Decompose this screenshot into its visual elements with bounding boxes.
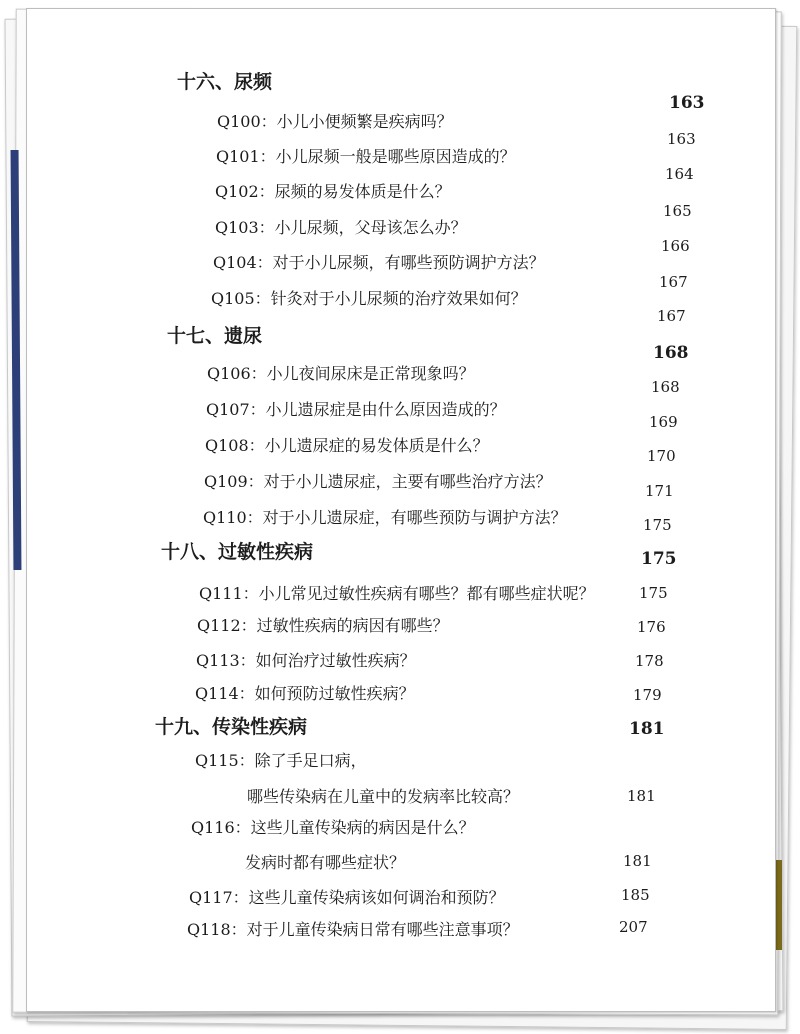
section-page-number: 181 [629,719,665,739]
toc-page-number: 169 [649,413,678,431]
toc-entry: Q104：对于小儿尿频，有哪些预防调护方法？ [213,253,545,272]
toc-page-number: 171 [645,482,674,500]
toc-page-number: 175 [639,584,668,602]
toc-page-number: 164 [665,165,694,183]
toc-page-number: 168 [651,378,680,396]
toc-entry: Q113：如何治疗过敏性疾病？ [196,651,416,670]
toc-entry: Q101：小儿尿频一般是哪些原因造成的？ [216,147,516,166]
toc-entry: Q111：小儿常见过敏性疾病有哪些？都有哪些症状呢？ [199,584,595,603]
toc-page-number: 207 [619,918,648,936]
toc-entry: Q105：针灸对于小儿尿频的治疗效果如何？ [211,289,527,308]
toc-entry: Q108：小儿遗尿症的易发体质是什么？ [205,436,489,455]
toc-entry: Q102：尿频的易发体质是什么？ [215,182,451,201]
toc-page-number: 181 [623,852,652,870]
toc-page-number: 176 [637,618,666,636]
toc-entry: Q118：对于儿童传染病日常有哪些注意事项？ [187,920,519,939]
toc-page-number: 178 [635,652,664,670]
toc-entry-continuation: 发病时都有哪些症状？ [245,853,406,872]
section-page-number: 168 [653,343,689,363]
section-title: 十六、尿频 [177,71,273,93]
toc-entry: Q107：小儿遗尿症是由什么原因造成的？ [206,400,506,419]
toc-page [26,8,776,1012]
toc-page-number: 163 [667,130,696,148]
toc-page-number: 179 [633,686,662,704]
toc-entry: Q117：这些儿童传染病该如何调治和预防？ [189,888,505,907]
toc-entry: Q109：对于小儿遗尿症，主要有哪些治疗方法？ [204,472,552,491]
section-title: 十七、遗尿 [167,325,263,347]
section-page-number: 163 [669,93,705,113]
section-page-number: 175 [641,549,677,569]
toc-entry: Q116：这些儿童传染病的病因是什么？ [191,818,475,837]
toc-entry: Q106：小儿夜间尿床是正常现象吗？ [207,364,475,383]
toc-entry-continuation: 哪些传染病在儿童中的发病率比较高？ [247,787,520,806]
toc-page-number: 170 [647,447,676,465]
toc-page-number: 167 [659,273,688,291]
toc-entry: Q115：除了手足口病， [195,751,367,770]
toc-page-number: 175 [643,516,672,534]
toc-entry: Q112：过敏性疾病的病因有哪些？ [197,616,449,635]
section-title: 十八、过敏性疾病 [161,541,314,563]
toc-page-number: 166 [661,237,690,255]
toc-page-number: 165 [663,202,692,220]
section-title: 十九、传染性疾病 [155,716,308,738]
toc-entry: Q114：如何预防过敏性疾病？ [195,684,415,703]
toc-entry: Q100：小儿小便频繁是疾病吗？ [217,112,453,131]
toc-entry: Q110：对于小儿遗尿症，有哪些预防与调护方法？ [203,508,567,527]
toc-entry: Q103：小儿尿频，父母该怎么办？ [215,218,467,237]
toc-page-number: 185 [621,886,650,904]
toc-page-number: 181 [627,787,656,805]
toc-page-number: 167 [657,307,686,325]
